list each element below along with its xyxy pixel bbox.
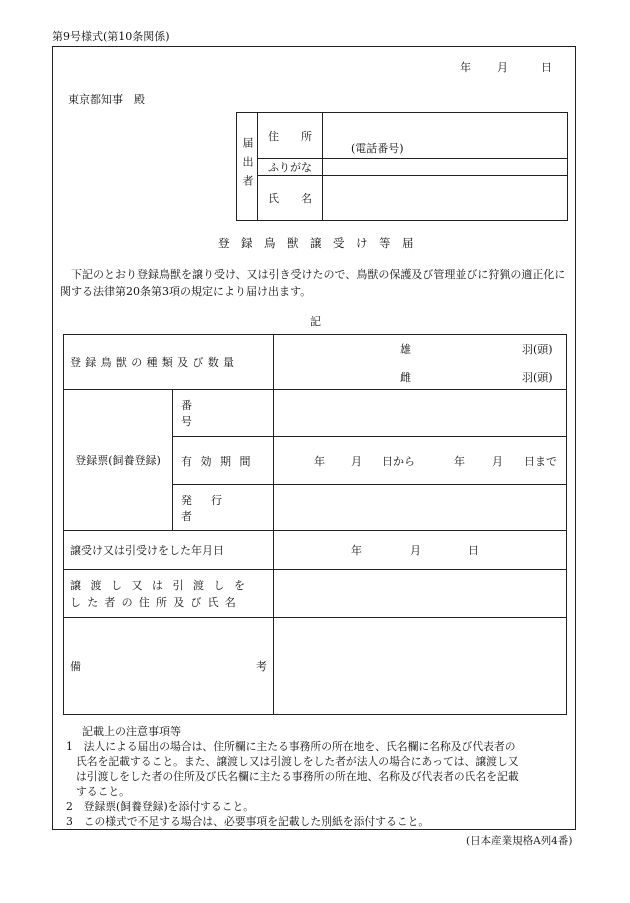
footer-standard: (日本産業規格A列4番) xyxy=(466,835,573,847)
date-month-label: 月 xyxy=(497,61,508,74)
received-year: 年 xyxy=(351,544,362,557)
received-day: 日 xyxy=(468,544,479,557)
remarks-label-cell xyxy=(64,618,274,715)
transferor-label-1: 譲渡し又は引渡しを xyxy=(70,578,255,592)
species-label-cell xyxy=(64,335,274,390)
furigana-label: ふりがな xyxy=(268,161,312,174)
female-unit: 羽(頭) xyxy=(522,371,553,384)
validity-label-cell xyxy=(173,437,274,485)
note-3: 3 この様式で不足する場合は、必要事項を記載した別紙を添付すること。 xyxy=(66,815,430,828)
date-day-label: 日 xyxy=(541,61,552,74)
note-1-line-1: 1 法人による届出の場合は、住所欄に主たる事務所の所在地を、氏名欄に名称及び代表者の xyxy=(66,740,516,753)
female-label: 雌 xyxy=(400,371,411,384)
cert-label-cell xyxy=(64,390,173,531)
transferor-field[interactable] xyxy=(274,570,567,618)
date-year-label: 年 xyxy=(460,61,471,74)
issuer-label: 発行者 xyxy=(181,493,241,523)
received-date-label: 譲受け又は引受けをした年月日 xyxy=(70,544,224,557)
received-date-field[interactable] xyxy=(274,531,567,570)
note-1-line-4: すること。 xyxy=(76,785,130,798)
validity-to-month: 月 xyxy=(492,455,503,468)
number-label: 番号 xyxy=(181,399,226,428)
form-title: 登 録 鳥 獣 譲 受 け 等 届 xyxy=(218,236,414,250)
received-month: 月 xyxy=(410,544,421,557)
address-field[interactable] xyxy=(323,113,568,159)
name-label: 氏 名 xyxy=(268,192,312,205)
validity-to-year: 年 xyxy=(454,455,465,468)
validity-field[interactable] xyxy=(274,437,567,485)
note-2: 2 登録票(飼養登録)を添付すること。 xyxy=(66,800,255,813)
number-field[interactable] xyxy=(274,390,567,437)
number-label-cell xyxy=(173,390,274,437)
cert-label: 登録票(飼養登録) xyxy=(75,454,161,467)
validity-label: 有効期間 xyxy=(181,454,259,468)
species-label: 登録鳥獣の種類及び数量 xyxy=(70,356,239,369)
male-unit: 羽(頭) xyxy=(522,343,553,356)
main-table xyxy=(63,334,567,715)
address-label: 住 所 xyxy=(268,129,312,143)
form-number: 第9号様式(第10条関係) xyxy=(52,30,170,43)
issuer-field[interactable] xyxy=(274,485,567,531)
phone-label: (電話番号) xyxy=(351,142,404,155)
note-1-line-3: は引渡しをした者の住所及び氏名欄に主たる事務所の所在地、名称及び代表者の氏名を記載 xyxy=(76,770,519,783)
transferor-label-cell xyxy=(64,570,274,618)
male-label: 雄 xyxy=(400,343,411,356)
intro-text: 下記のとおり登録鳥獣を譲り受け、又は引き受けたので、鳥獣の保護及び管理並びに狩猟の適正化に関する法律第20条第3項の規定により届け出ます。 xyxy=(60,268,566,298)
note-1-line-2: 氏名を記載すること。また、譲渡し又は引渡しをした者が法人の場合にあっては、譲渡し又 xyxy=(76,755,519,768)
name-field[interactable] xyxy=(323,176,568,221)
applicant-table xyxy=(236,112,568,221)
remarks-field[interactable] xyxy=(274,618,567,715)
validity-from-month: 月 xyxy=(351,455,362,468)
addressee: 東京都知事 殿 xyxy=(68,93,145,106)
ki-label: 記 xyxy=(310,315,321,328)
validity-from-day: 日から xyxy=(382,455,415,468)
species-count-field[interactable] xyxy=(274,335,567,390)
name-label-cell xyxy=(258,176,323,221)
issuer-label-cell xyxy=(173,485,274,531)
furigana-field[interactable] xyxy=(323,159,568,176)
furigana-label-cell xyxy=(258,159,323,176)
notes-heading: 記載上の注意事項等 xyxy=(82,725,181,738)
validity-from-year: 年 xyxy=(314,455,325,468)
validity-to-day: 日まで xyxy=(524,455,557,468)
transferor-label-2: した者の住所及び氏名 xyxy=(70,595,242,609)
received-date-label-cell xyxy=(64,531,274,570)
applicant-group-label: 届出者 xyxy=(237,113,258,221)
address-label-cell xyxy=(258,113,323,159)
remarks-label: 備 考 xyxy=(70,660,267,673)
